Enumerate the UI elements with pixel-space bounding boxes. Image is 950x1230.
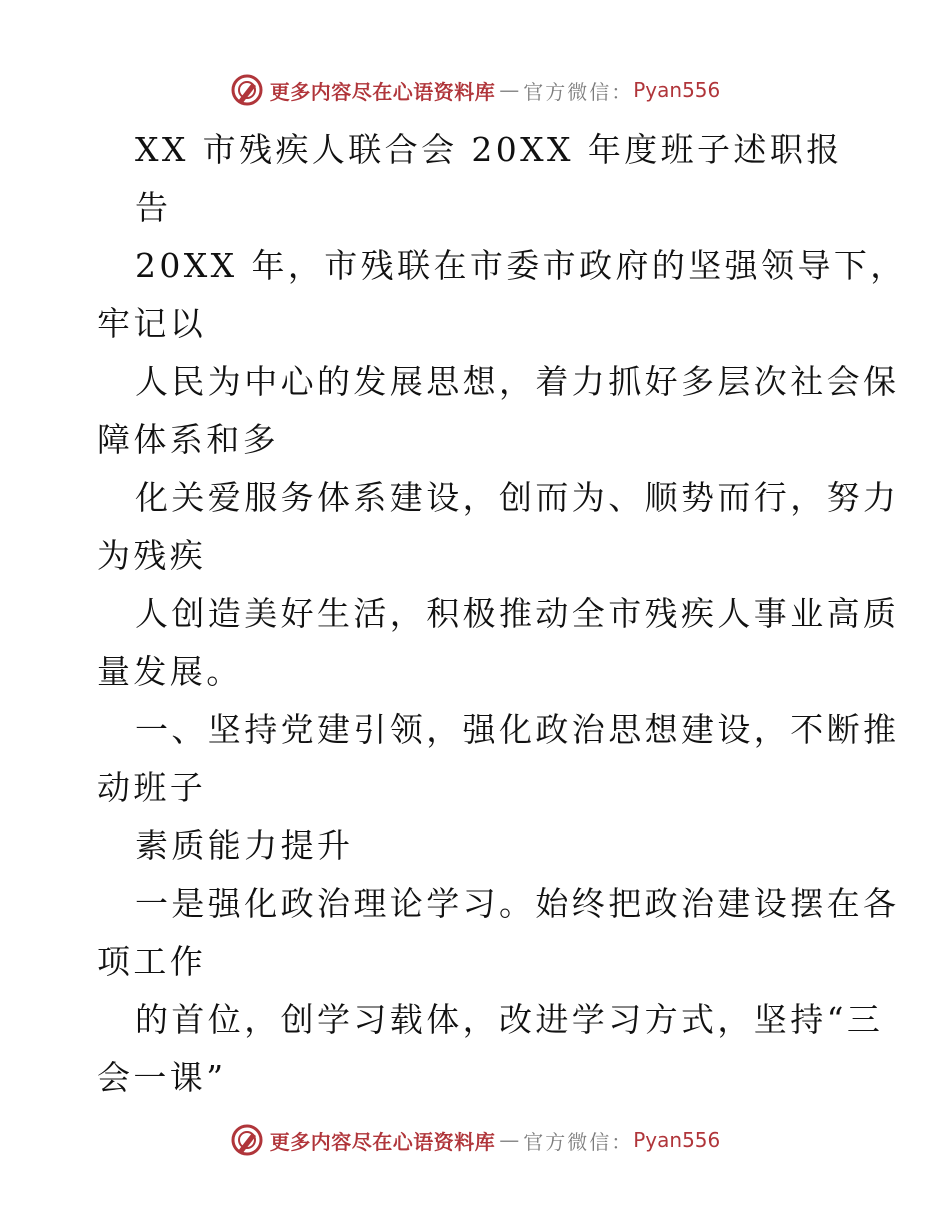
text-line: 会一课” [97,1058,227,1097]
text-line: 量发展。 [97,652,243,691]
pen-logo-icon [230,1123,264,1157]
watermark-separator: — [499,1128,520,1152]
text-line: 项工作 [97,942,207,981]
watermark-wechat-id: Pyan556 [633,1128,721,1152]
text-line: 20XX 年，市残联在市委市政府的坚强领导下， [135,246,907,285]
watermark-official-label: 官方微信： [523,79,634,104]
watermark-official-label: 官方微信： [523,1129,634,1154]
text-line: 一是强化政治理论学习。始终把政治建设摆在各 [135,884,900,923]
text-line: 的首位，创学习载体，改进学习方式，坚持“三 [135,1000,884,1039]
text-line: 人创造美好生活，积极推动全市残疾人事业高质 [135,594,900,633]
text-line: 动班子 [97,768,207,807]
header-watermark [0,70,950,110]
text-line: 告 [135,188,172,227]
text-line: XX 市残疾人联合会 20XX 年度班子述职报 [135,130,843,169]
pen-logo-icon [230,73,264,107]
watermark-separator: — [499,78,520,102]
document-body [97,121,907,1107]
footer-watermark [0,1120,950,1160]
text-line: 人民为中心的发展思想，着力抓好多层次社会保 [135,362,900,401]
text-line: 为残疾 [97,536,207,575]
text-line: 一、坚持党建引领，强化政治思想建设，不断推 [135,710,900,749]
text-line: 牢记以 [97,304,207,343]
text-line: 素质能力提升 [135,826,354,865]
watermark-site-text: 更多内容尽在心语资料库 [269,79,496,104]
watermark-wechat-id: Pyan556 [633,78,721,102]
text-line: 化关爱服务体系建设，创而为、顺势而行，努力 [135,478,900,517]
text-line: 障体系和多 [97,420,279,459]
watermark-site-text: 更多内容尽在心语资料库 [269,1129,496,1154]
